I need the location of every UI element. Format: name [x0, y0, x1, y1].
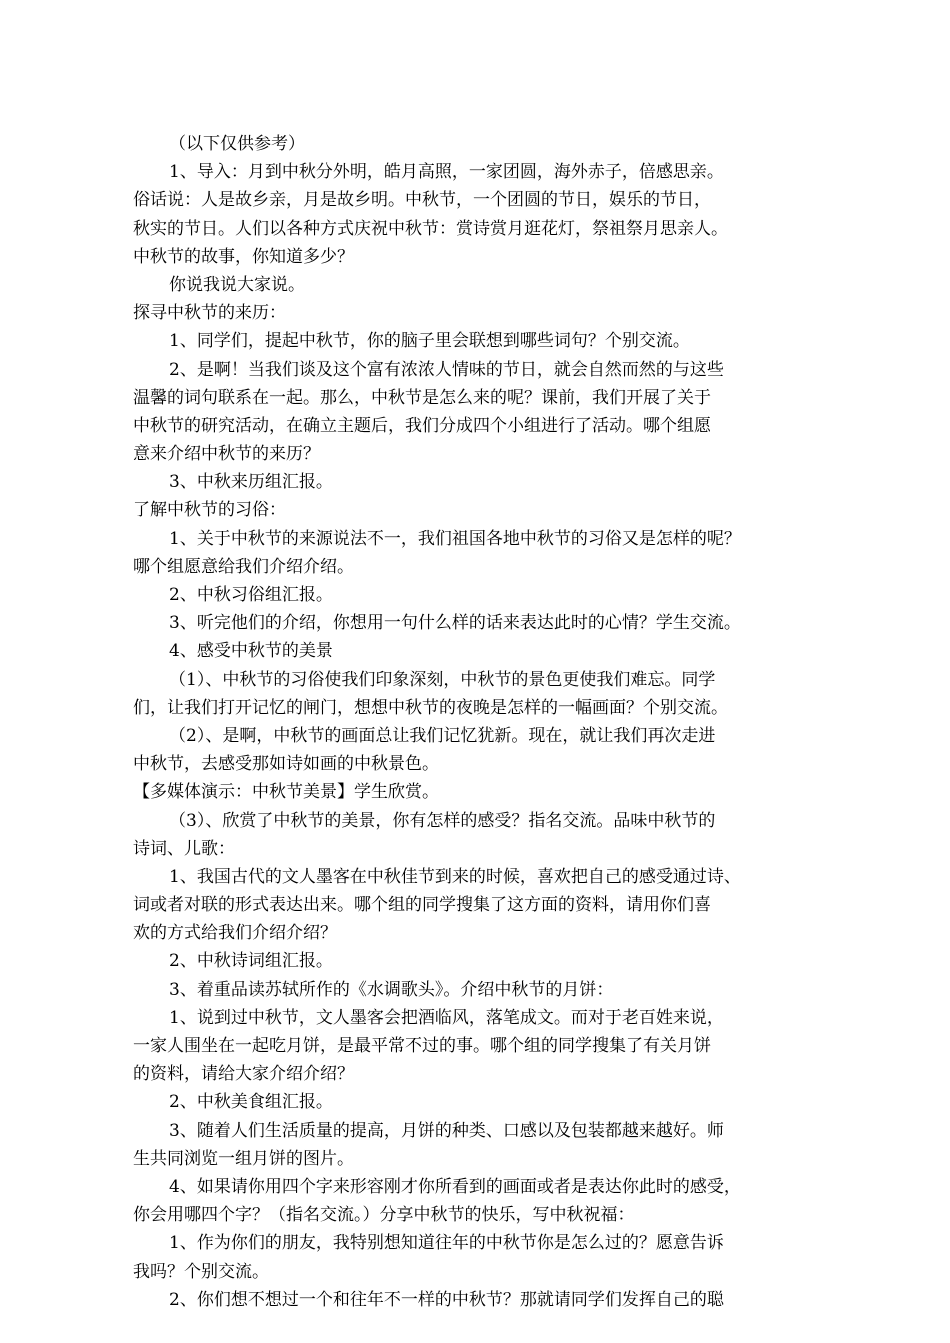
- text-line: 意来介绍中秋节的来历？: [133, 444, 320, 465]
- text-line: 欢的方式给我们介绍介绍？: [133, 923, 337, 944]
- text-line: 你会用哪四个字？（指名交流。）分享中秋节的快乐，写中秋祝福：: [133, 1205, 635, 1226]
- text-line: 的资料，请给大家介绍介绍？: [133, 1064, 354, 1085]
- text-line: 1、作为你们的朋友，我特别想知道往年的中秋节你是怎么过的？愿意告诉: [169, 1233, 724, 1254]
- text-line: 诗词、儿歌：: [133, 838, 235, 859]
- text-line: 3、中秋来历组汇报。: [169, 472, 333, 493]
- text-line: 2、你们想不想过一个和往年不一样的中秋节？那就请同学们发挥自己的聪: [169, 1289, 724, 1310]
- text-line: 4、感受中秋节的美景: [169, 641, 333, 662]
- text-line: 3、着重品读苏轼所作的《水调歌头》。介绍中秋节的月饼：: [169, 979, 614, 1000]
- text-line: 3、随着人们生活质量的提高，月饼的种类、口感以及包装都越来越好。师: [169, 1120, 724, 1141]
- text-line: （1）、中秋节的习俗使我们印象深刻，中秋节的景色更使我们难忘。同学: [169, 669, 716, 690]
- text-line: 1、关于中秋节的来源说法不一，我们祖国各地中秋节的习俗又是怎样的呢？: [169, 528, 741, 549]
- text-line: 2、中秋美食组汇报。: [169, 1092, 333, 1113]
- text-line: 中秋节的故事，你知道多少？: [133, 246, 354, 267]
- document-body: [133, 130, 833, 1314]
- text-line: 1、我国古代的文人墨客在中秋佳节到来的时候，喜欢把自己的感受通过诗、: [169, 866, 741, 887]
- text-line: 哪个组愿意给我们介绍介绍。: [133, 556, 354, 577]
- text-line: 我吗？个别交流。: [133, 1261, 269, 1282]
- text-line: 1、同学们，提起中秋节，你的脑子里会联想到哪些词句？个别交流。: [169, 331, 690, 352]
- text-line: 4、如果请你用四个字来形容刚才你所看到的画面或者是表达你此时的感受，: [169, 1176, 741, 1197]
- text-line: 俗话说：人是故乡亲，月是故乡明。中秋节，一个团圆的节日，娱乐的节日，: [133, 190, 711, 211]
- text-line: 生共同浏览一组月饼的图片。: [133, 1148, 354, 1169]
- text-line: （2）、是啊，中秋节的画面总让我们记忆犹新。现在，就让我们再次走进: [169, 725, 716, 746]
- text-line: （3）、欣赏了中秋节的美景，你有怎样的感受？指名交流。品味中秋节的: [169, 810, 716, 831]
- text-line: 了解中秋节的习俗：: [133, 500, 286, 521]
- text-line: 你说我说大家说。: [169, 274, 305, 295]
- text-line: 【多媒体演示：中秋节美景】学生欣赏。: [133, 782, 439, 803]
- text-line: 3、听完他们的介绍，你想用一句什么样的话来表达此时的心情？学生交流。: [169, 613, 741, 634]
- text-line: 1、导入：月到中秋分外明，皓月高照，一家团圆，海外赤子，倍感思亲。: [169, 162, 724, 183]
- text-line: 们，让我们打开记忆的闸门，想想中秋节的夜晚是怎样的一幅画面？个别交流。: [133, 697, 728, 718]
- text-line: 1、说到过中秋节，文人墨客会把酒临风，落笔成文。而对于老百姓来说，: [169, 1007, 724, 1028]
- text-line: 一家人围坐在一起吃月饼，是最平常不过的事。哪个组的同学搜集了有关月饼: [133, 1036, 711, 1056]
- text-line: 2、中秋诗词组汇报。: [169, 951, 333, 972]
- text-line: 2、是啊！当我们谈及这个富有浓浓人情味的节日，就会自然而然的与这些: [169, 359, 724, 380]
- text-line: 探寻中秋节的来历：: [133, 303, 286, 324]
- text-line: 中秋节，去感受那如诗如画的中秋景色。: [133, 754, 439, 775]
- text-line: （以下仅供参考）: [169, 134, 305, 154]
- text-line: 词或者对联的形式表达出来。哪个组的同学搜集了这方面的资料，请用你们喜: [133, 895, 711, 916]
- text-line: 秋实的节日。人们以各种方式庆祝中秋节：赏诗赏月逛花灯，祭祖祭月思亲人。: [133, 218, 728, 239]
- text-line: 2、中秋习俗组汇报。: [169, 585, 333, 605]
- text-line: 温馨的词句联系在一起。那么，中秋节是怎么来的呢？课前，我们开展了关于: [133, 387, 711, 408]
- text-line: 中秋节的研究活动，在确立主题后，我们分成四个小组进行了活动。哪个组愿: [133, 415, 711, 436]
